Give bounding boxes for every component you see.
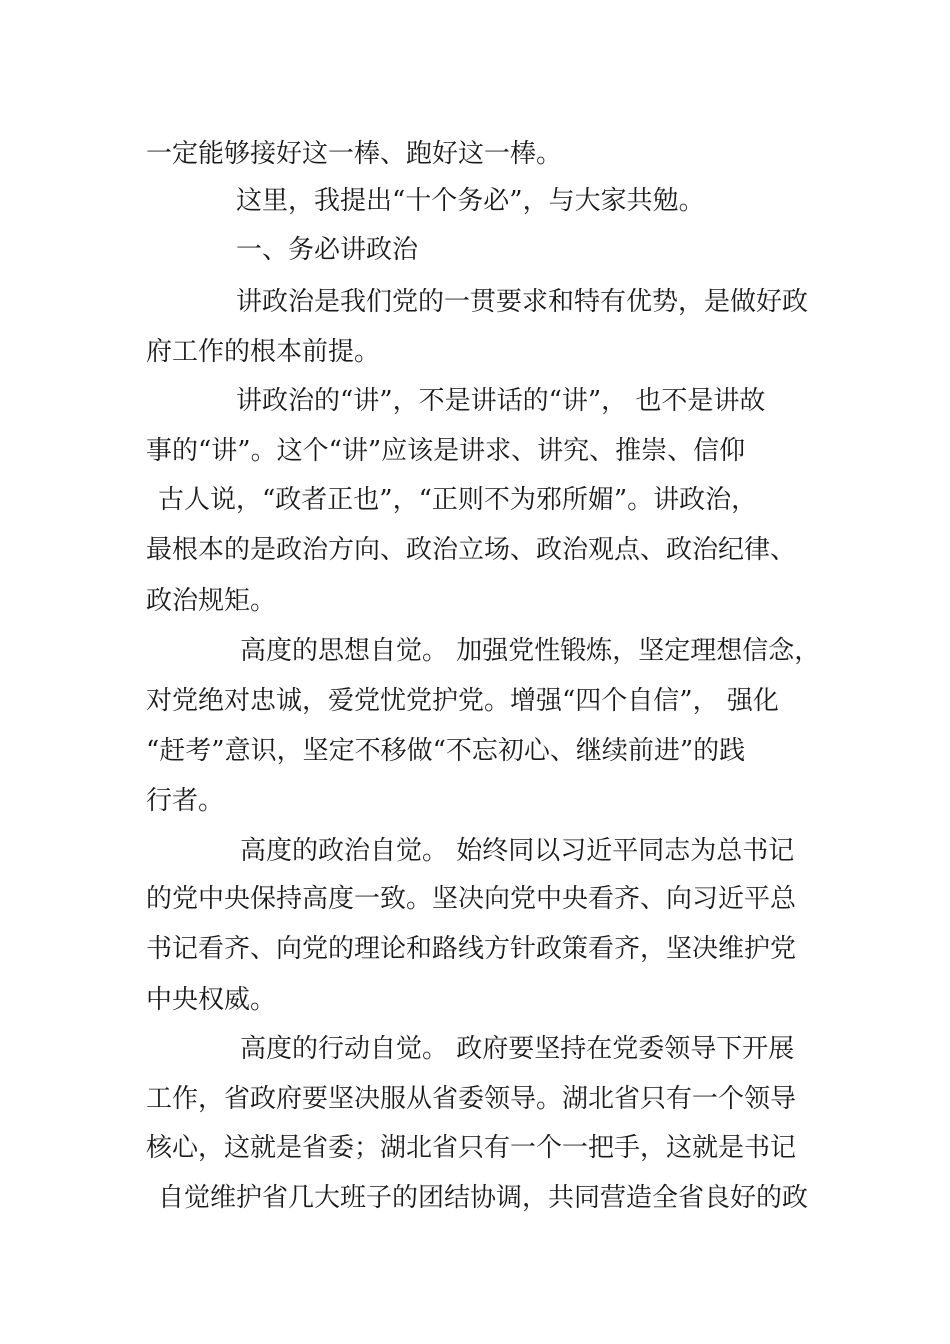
text-line: 讲政治的“讲”，不是讲话的“讲”， 也不是讲故 [236, 386, 766, 416]
text-line: 事的“讲”。这个“讲”应该是讲求、讲究、推崇、信仰 [146, 436, 746, 466]
text-line: 政治规矩。 [146, 586, 277, 616]
text-line: 一定能够接好这一棒、跑好这一棒。 [146, 139, 563, 169]
text-line: 这里，我提出“十个务必”，与大家共勉。 [236, 186, 705, 216]
text-line: 行者。 [146, 786, 225, 816]
text-line: 古人说，“政者正也”，“正则不为邪所媚”。讲政治， [158, 485, 758, 515]
text-line: 中央权威。 [146, 985, 277, 1015]
subheading-line: 高度的政治自觉。 始终同以习近平同志为总书记 [240, 836, 795, 866]
text-line: 府工作的根本前提。 [146, 337, 381, 367]
text-line: 核心，这就是省委；湖北省只有一个一把手，这就是书记 [146, 1133, 797, 1163]
subheading-line: 高度的思想自觉。 加强党性锻炼，坚定理想信念， [240, 636, 821, 666]
text-line: 自觉维护省几大班子的团结协调，共同营造全省良好的政 [158, 1183, 809, 1213]
text-line: “赶考”意识，坚定不移做“不忘初心、继续前进”的践 [146, 736, 746, 766]
text-line: 对党绝对忠诚，爱党忧党护党。增强“四个自信”， 强化 [146, 686, 779, 716]
text-line: 讲政治是我们党的一贯要求和特有优势，是做好政 [236, 287, 809, 317]
text-line: 工作，省政府要坚决服从省委领导。湖北省只有一个领导 [146, 1084, 797, 1114]
text-line: 最根本的是政治方向、政治立场、政治观点、政治纪律、 [146, 535, 797, 565]
section-heading: 一、务必讲政治 [236, 235, 419, 265]
text-line: 书记看齐、向党的理论和路线方针政策看齐，坚决维护党 [146, 934, 797, 964]
subheading-line: 高度的行动自觉。 政府要坚持在党委领导下开展 [240, 1034, 795, 1064]
text-line: 的党中央保持高度一致。坚决向党中央看齐、向习近平总 [146, 884, 797, 914]
